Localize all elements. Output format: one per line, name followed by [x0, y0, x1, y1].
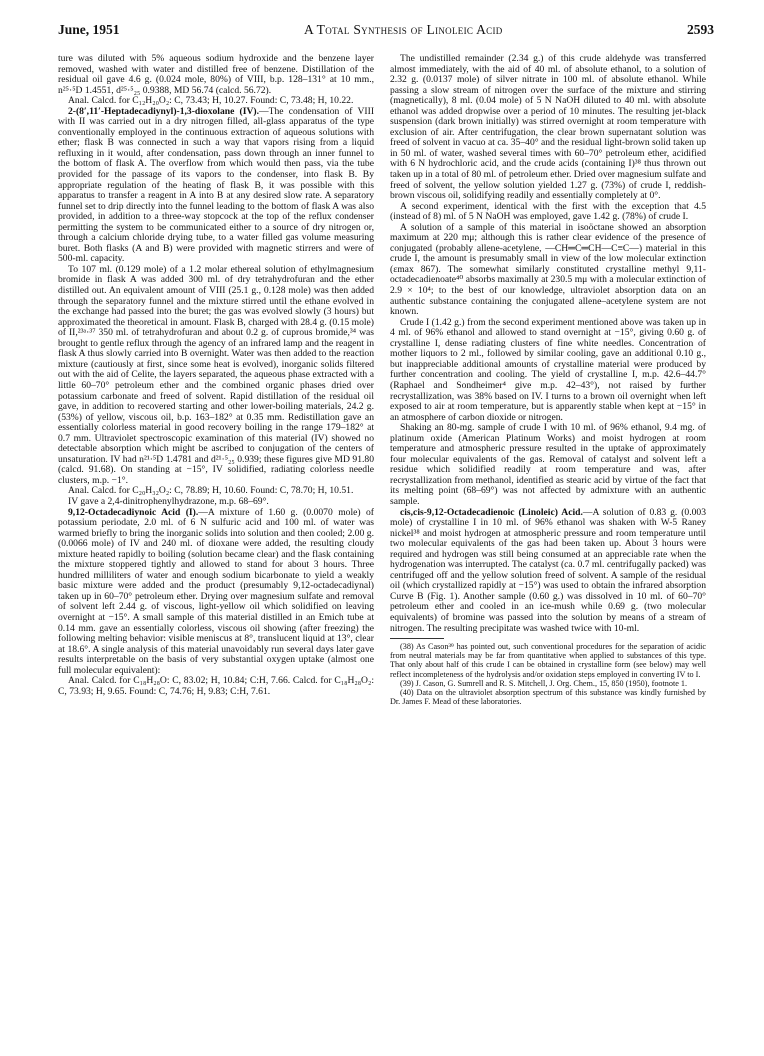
section-title: 9,12-Octadecadiynoic Acid (I). — [68, 506, 199, 518]
section-title: 2-(8′,11′-Heptadecadiynyl)-1,3-dioxolane (IV). — [68, 105, 259, 117]
left-column — [58, 54, 374, 697]
header-date: June, 1951 — [58, 22, 120, 37]
section-paragraph — [58, 508, 374, 677]
section-paragraph — [390, 508, 706, 635]
footnote: (38) As Cason³⁹ has pointed out, such conventional procedures for the separation of acidic from neutral materials may be far from quantitative when applied to substances of this type. That only about half of this crude I can be obtained in crystalline form (see below) may well reflect incompleteness of the hydrolysis and/or oxidation steps employed in converting IV to I. — [390, 642, 706, 679]
paragraph: Crude I (1.42 g.) from the second experiment mentioned above was taken up in 4 ml. of 96% ethanol and allowed to stand overnight at −15°, giving 0.60 g. of crystalline I, dense radiating clusters of fine white needles. Concentration of mother liquors to 2 ml., followed by similar cooling, gave an additional 0.10 g., but inappreciable additional amounts of crystalline material were produced by further concentration and cooling. The yield of crystalline I, m.p. 42.6–44.7° (Raphael and Sondheimer⁴ give m.p. 42–43°), not raised by further recrystallization, was 38% based on IV. I turns to a brown oil overnight when left exposed to air at room temperature, but is apparently stable when kept at −15° in an atmosphere of carbon dioxide or nitrogen. — [390, 316, 706, 423]
section-title: cis,cis-9,12-Octadecadienoic (Linoleic) Acid. — [400, 506, 583, 518]
analysis-line: Anal. Calcd. for C₁₂H₂₀O₂: C, 73.43; H, 10.27. Found: C, 73.48; H, 10.22. — [68, 95, 354, 107]
header-title: A Total Synthesis of Linoleic Acid — [303, 22, 503, 37]
paragraph: A second experiment, identical with the first with the exception that 4.5 (instead of 8) ml. of 5 N NaOH was employed, gave 1.42 g. (78%) of crude I. — [390, 200, 706, 223]
footnote: (40) Data on the ultraviolet absorption spectrum of this substance was kindly furnished by Dr. James F. Mead of these laboratories. — [390, 688, 706, 707]
paragraph: A solution of a sample of this material in isoöctane showed an absorption maximum at 220 mμ; although this is rather clear evidence of the presence of conjugated (probably allene-acetylene, —CH═C═CH—C≡C—) material in this crude I, the amount is presumably small in view of the low molecular extinction (εmax 867). The somewhat similarly constituted crystalline methyl 9,11-octadecadienoate⁴⁰ absorbs maximally at 230.5 mμ with a molecular extinction of 2.9 × 10⁴; to the best of our knowledge, ultraviolet absorption data on an authentic substance containing the conjugated allene–acetylene system are not known. — [390, 221, 706, 318]
footnote: (39) J. Cason, G. Sumrell and R. S. Mitchell, J. Org. Chem., 15, 850 (1950), footnote 1. — [400, 678, 688, 688]
page-header — [58, 22, 714, 42]
page-number: 2593 — [686, 22, 714, 37]
footnote-divider — [390, 638, 444, 639]
analysis-line: Anal. Calcd. for C₂₀H₃₂O₂: C, 78.89; H, 10.60. Found: C, 78.70; H, 10.51. — [68, 485, 354, 497]
paragraph: The undistilled remainder (2.34 g.) of this crude aldehyde was transferred almost immediately, with the aid of 40 ml. of absolute ethanol, to a solution of 2.32 g. (0.0137 mole) of silver nitrate in 100 ml. of absolute ethanol. While passing a slow stream of nitrogen over the surface of the mixture and stirring (magnetically), 8 ml. (0.04 mole) of 5 N NaOH diluted to 40 ml. with absolute ethanol was added dropwise over a period of 10 minutes. The resulting jet-black suspension (dark brown initially) was stirred overnight at room temperature with exclusion of air. After centrifugation, the clear brown supernatant solution was freed of solvent in vacuo at ca. 35–40° and the residual light-brown solid taken up in 50 ml. of water, washed several times with 60–70° petroleum ether, acidified with 6 N hydrochloric acid, and the crude acids (containing I)³⁸ thus thrown out taken up in a total of 80 ml. of petroleum ether. Dried over magnesium sulfate and freed of solvent, the yellow solution yielded 1.27 g. (73%) of crude I, reddish-brown viscous oil, solidifying readily and essentially completely at 0°. — [390, 53, 706, 202]
section-paragraph — [58, 107, 374, 265]
paragraph: ture was diluted with 5% aqueous sodium hydroxide and the benzene layer removed, washed with water and distilled free of benzene. Distillation of the residual oil gave 4.6 g. (0.024 mole, 80%) of VIII, b.p. 128–131° at 10 mm., n²⁵·⁵D 1.4551, d²⁵·⁵₂₅ 0.9388, MD 56.74 (calcd. 56.72). — [58, 53, 374, 96]
paragraph: Shaking an 80-mg. sample of crude I with 10 ml. of 96% ethanol, 9.4 mg. of platinum oxide (American Platinum Works) and moist hydrogen at room temperature and atmospheric pressure resulted in the uptake of approximately four molecular equivalents of the gas. Removal of catalyst and solvent left a residue which solidified readily at room temperature and was, after recrystallization from methanol, identified as stearic acid by virtue of the fact that its melting point (68–69°) was not affected by admixture with an authentic sample. — [390, 422, 706, 507]
analysis-line: Anal. Calcd. for C₁₈H₂₈O: C, 83.02; H, 10.84; C:H, 7.66. Calcd. for C₁₈H₂₈O₂: C, 73.93; H, 9.65. Found: C, 74.76; H, 9.83; C:H, 7.61. — [58, 675, 374, 697]
paragraph: To 107 ml. (0.129 mole) of a 1.2 molar ethereal solution of ethylmagnesium bromide in flask A was added 300 ml. of dry tetrahydrofuran and the ether distilled out. An equivalent amount of VIII (25.1 g., 0.128 mole) was then added through the separatory funnel and the mixture stirred until the ethane evolved in the exchange had passed into the buret; the gas was evolved slowly (3 hours) but approximated the theoretical in amount. Flask B, charged with 28.4 g. (0.15 mole) of II,²³ᵃ·³⁷ 350 ml. of tetrahydrofuran and about 0.2 g. of cuprous bromide,³⁴ was brought to gentle reflux through the agency of an infrared lamp and the reagent in flask A thus slowly carried into B overnight. Water was then added to the reaction mixture (cautiously at first, since some heat is evolved), inorganic solids filtered out with the aid of Celite, the layers separated, the aqueous phase extracted with a little 60–70° petroleum ether and the combined organic phases dried over potassium carbonate and freed of solvent. Rapid distillation of the residual oil gave, in addition to recovered starting and other lower-boiling materials, 24.2 g. (53%) of yellow, viscous oil, b.p. 163–182° at 0.35 mm. Redistillation gave an essentially colorless material in good recovery boiling in the range 179–182° at 0.7 mm. Ultraviolet spectroscopic examination of this material (IV) showed no detectable absorption which might be ascribed to conjugation of the centers of unsaturation. IV had n²¹·⁵D 1.4781 and d²¹·⁵₂₅ 0.939; these figures give MD 91.80 (calcd. 91.68). On standing at −15°, IV solidified, radiating colorless needle clusters, m.p. −1°. — [58, 263, 374, 486]
paragraph: IV gave a 2,4-dinitrophenylhydrazone, m.p. 68–69°. — [68, 495, 269, 507]
right-column — [390, 54, 706, 707]
section-text: —A mixture of 1.60 g. (0.0070 mole) of potassium periodate, 2.0 ml. of 6 N sulfuric acid and 100 ml. of water was warmed briefly to bring the inorganic solids into solution and then cooled; 2.00 g. (0.0066 mole) of IV and 240 ml. of dioxane were added, the resulting cloudy mixture heated rapidly to boiling (solution became clear) and the flask containing the mixture stoppered tightly and allowed to stand for about 3 hours. Three hundred milliliters of water and enough sodium bicarbonate to yield a weakly basic mixture were added and the product (presumably 9,12-octadecadiynal) taken up in 60–70° petroleum ether. Drying over magnesium sulfate and removal of solvent left 2.44 g. of viscous, light-yellow oil which solidified on leaving overnight at −15°. A small sample of this material distilled in an Emich tube at 0.14 mm. gave an essentially colorless, viscous oil showing (after freezing) the following melting behavior: visible meniscus at 8°, translucent liquid at 13°, clear at 18.6°. A single analysis of this material unavoidably run several days later gave results interpretable on the basis of very substantial oxygen uptake (almost one full molecular equivalent): — [58, 506, 374, 676]
section-text: —A solution of 0.83 g. (0.003 mole) of crystalline I in 10 ml. of 96% ethanol was shaken with W-5 Raney nickel³⁸ and moist hydrogen at atmospheric pressure and room temperature until two molecular equivalents of the gas had been taken up. About 3 hours were required and hydrogen was still being consumed at an appreciable rate when the hydrogenation was interrupted. The catalyst (ca. 0.7 ml. centrifugally packed) was centrifuged off and the yellow solution freed of solvent. A sample of the residual oil (which crystallized rapidly at −15°) was used to obtain the infrared absorption Curve B (Fig. 1). Another sample (0.60 g.) was dissolved in 10 ml. of 60–70° petroleum ether and cooled in an ice-mush while 0.69 g. (two molecular equivalents) of bromine was passed into the solution by means of a stream of nitrogen. The resulting precipitate was washed twice with 10-ml. — [390, 506, 706, 634]
section-text: —The condensation of VIII with II was carried out in a dry nitrogen filled, all-glass apparatus of the type conventionally employed in the continuous extraction of aqueous solutions with ether; flask B was connected in such a way that vapors rising from a liquid refluxing in it would, after condensation, pass down through an inner funnel to the bottom of flask A. The overflow from which would then pass, via the tube provided for the passage of its vapors to the condenser, into flask B. By appropriate regulation of the heating of flask B, it was possible with this apparatus to transfer a reagent in A into B at any desired slow rate. A separatory funnel set to drip directly into the funnel leading to the bottom of flask A was also provided, in addition to a three-way stopcock at the top of the reflux condenser permitting the system to be communicated either to a source of dry nitrogen or, through a calcium chloride drying tube, to a water filled gas volume measuring buret. Both flasks (A and B) were provided with magnetic stirrers and were of 500-ml. capacity. — [58, 105, 375, 265]
